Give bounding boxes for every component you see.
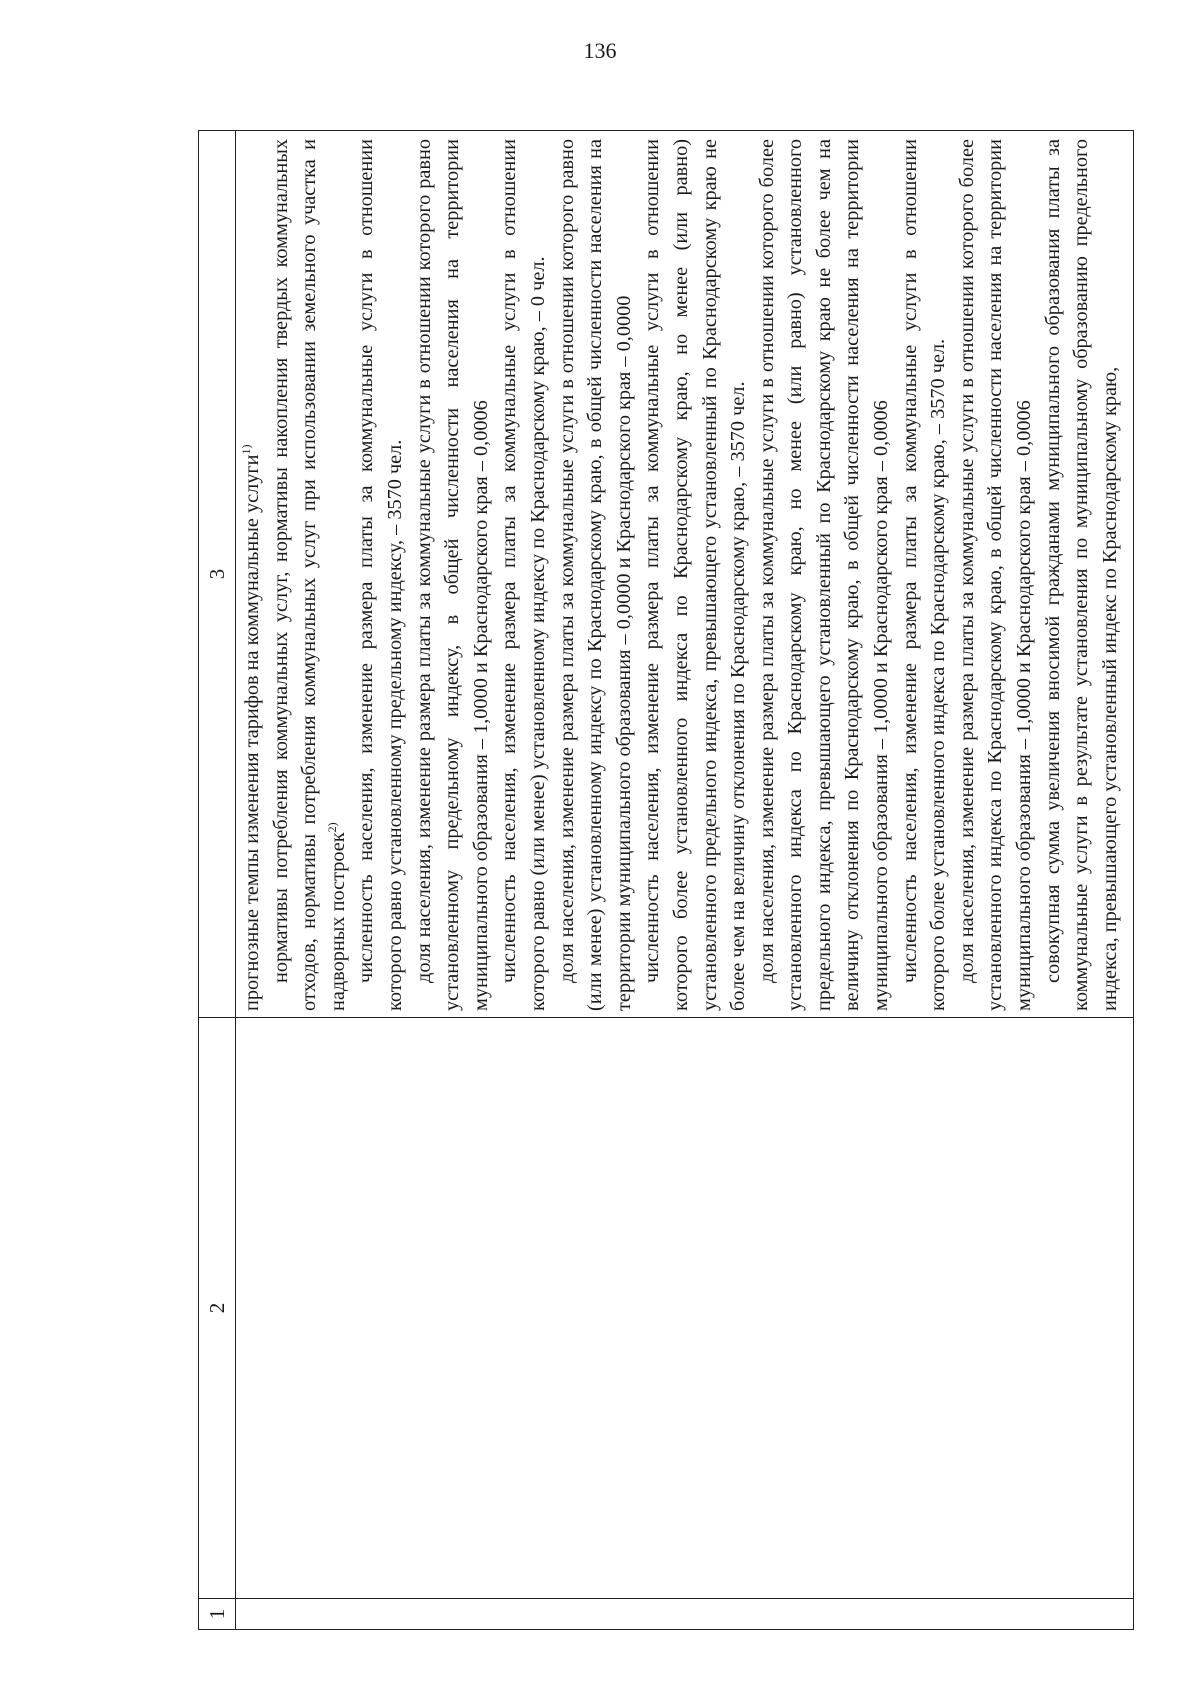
cell-col-1 <box>236 1598 1133 1629</box>
page-number: 136 <box>583 38 617 63</box>
paragraph-total-increase: совокупная сумма увеличения вносимой гражданами муниципального образования платы за коммунальные услуги в результате установления по муниципальному образованию предельного индекса, превышающего установленный индекс по Краснодарскому краю, <box>1041 139 1121 1011</box>
paragraph-count-equal-limit: численность населения, изменение размера платы за коммунальные услуги в отношении которого равно установленному предельному индексу, – 3570 чел. <box>355 139 406 1011</box>
table-header-row <box>199 131 236 1629</box>
paragraph-count-between: численность населения, изменение размера платы за коммунальные услуги в отношении которого более установленного индекса по Краснодарскому краю, но менее (или равно) установленного предельного индекса, превышающего установленный по Краснодарскому краю не более чем на величину отклонения по Краснодарскому краю, – 3570 чел. <box>641 139 750 1011</box>
paragraph-share-below-index: доля населения, изменение размера платы за коммунальные услуги в отношении которого равно (или менее) установленному индексу по Краснодарскому краю, в общей численности населения на территории муниципального образования – 0,0000 и Краснодарского края – 0,0000 <box>555 139 635 1011</box>
header-col-3: 3 <box>204 568 229 580</box>
paragraph-share-equal-limit: доля населения, изменение размера платы за коммунальные услуги в отношении которого равно установленному предельному индексу, в общей численности населения на территории муниципального образования – 1,0000 и Краснодарского края – 0,0006 <box>412 139 492 1011</box>
cell-col-2 <box>236 1017 1133 1598</box>
header-col-1: 1 <box>199 1598 235 1629</box>
paragraph-share-between: доля населения, изменение размера платы за коммунальные услуги в отношении которого более установленного индекса по Краснодарскому краю, но менее (или равно) установленного предельного индекса, превышающего установленный по Краснодарскому краю не более чем на величину отклонения по Краснодарскому краю, в общей численности населения на территории муниципального образования – 1,0000 и Краснодарского края – 0,0006 <box>755 139 893 1011</box>
paragraph-share-above-index: доля населения, изменение размера платы за коммунальные услуги в отношении которого более установленного индекса по Краснодарскому краю, в общей численности населения на территории муниципального образования – 1,0000 и Краснодарского края – 0,0006 <box>955 139 1036 1011</box>
paragraph-count-above-index: численность населения, изменение размера платы за коммунальные услуги в отношении которого более установленного индекса по Краснодарскому краю, – 3570 чел. <box>898 139 950 1011</box>
data-table <box>198 130 1134 1630</box>
header-col-2: 2 <box>199 1017 235 1598</box>
table-body-row <box>236 131 1133 1629</box>
paragraph-norms: нормативы потребления коммунальных услуг, нормативы накопления твердых коммунальных отходов, нормативы потребления коммунальных услуг при использовании земельного участка и надворных построек$^{2)}$ <box>269 139 349 1011</box>
paragraph-count-below-index: численность населения, изменение размера платы за коммунальные услуги в отношении которого равно (или менее) установленному индексу по Краснодарскому краю, – 0 чел. <box>498 139 549 1011</box>
rotated-table-container <box>198 130 1134 1630</box>
cell-col-3 <box>236 131 1133 1017</box>
paragraph-tariffs: прогнозные темпы изменения тарифов на коммунальные услуги$^{1)}$ <box>239 444 263 1011</box>
